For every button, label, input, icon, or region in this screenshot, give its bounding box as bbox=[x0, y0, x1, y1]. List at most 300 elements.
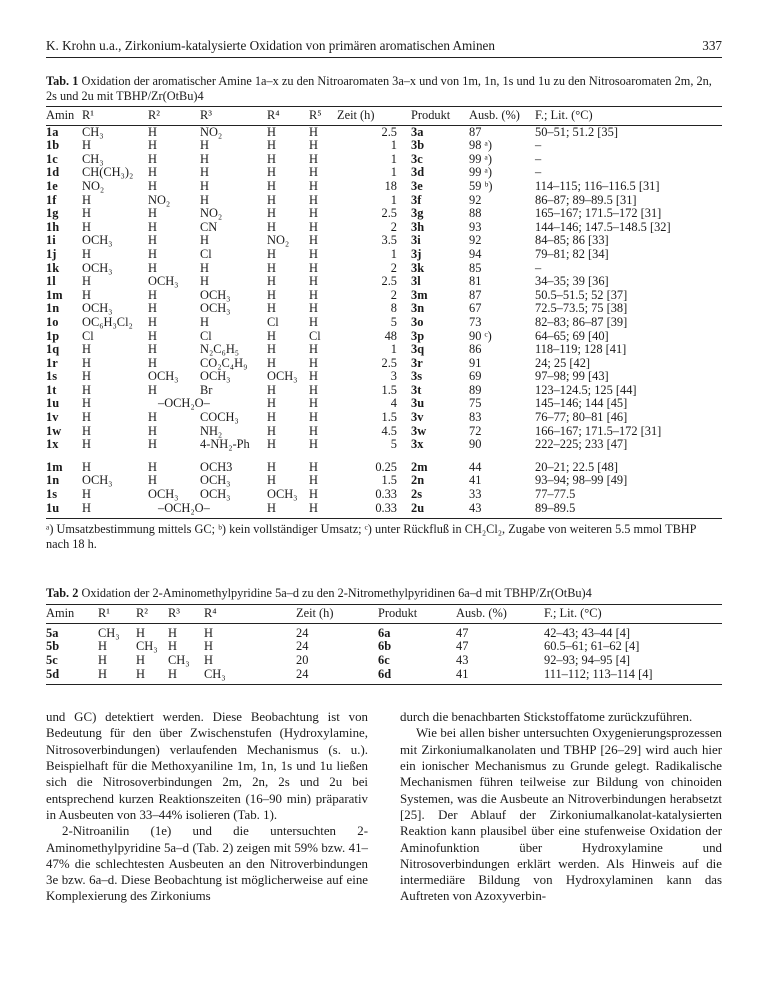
table-cell: H bbox=[200, 260, 209, 275]
table-cell: 1t bbox=[46, 382, 57, 397]
table-cell: H bbox=[82, 274, 91, 289]
table-cell: H bbox=[168, 625, 177, 640]
table-cell: H bbox=[204, 639, 213, 654]
table-row bbox=[46, 384, 722, 398]
table-cell: 93 bbox=[469, 219, 482, 234]
table-cell: 3 bbox=[390, 369, 397, 384]
table-cell: 3b bbox=[411, 138, 425, 153]
table-cell: 92–93; 94–95 [4] bbox=[544, 653, 631, 667]
table-cell: H bbox=[309, 396, 318, 411]
table-cell: 0.33 bbox=[337, 502, 411, 519]
table-row bbox=[46, 343, 722, 357]
table-row bbox=[46, 194, 722, 208]
table-cell: 0.25 bbox=[375, 459, 397, 474]
table-cell: 59 ᵇ) bbox=[469, 178, 493, 193]
table-cell: 1x bbox=[46, 437, 59, 452]
table-cell: 97–98; 99 [43] bbox=[535, 369, 609, 384]
table-cell: 99 ᵃ) bbox=[469, 165, 493, 180]
table-cell: H bbox=[267, 206, 276, 221]
table-cell: OCH₃ bbox=[200, 301, 231, 316]
column-header: R¹ bbox=[82, 107, 148, 126]
left-column bbox=[46, 709, 368, 905]
table-cell: Cl bbox=[200, 246, 212, 261]
table-cell: H bbox=[309, 473, 318, 488]
table-cell: 83 bbox=[469, 410, 482, 425]
table-cell: 3e bbox=[411, 178, 423, 193]
table-cell: 1 bbox=[390, 246, 397, 261]
table-row bbox=[46, 234, 722, 248]
table-cell: 41 bbox=[469, 473, 482, 488]
table-cell: 1h bbox=[46, 219, 60, 234]
table-cell: OCH₃ bbox=[200, 369, 231, 384]
table-cell: 1q bbox=[46, 342, 60, 357]
table-cell: 92 bbox=[469, 233, 482, 248]
table-row bbox=[46, 248, 722, 262]
table-cell: 84–85; 86 [33] bbox=[535, 233, 609, 248]
table-row bbox=[46, 438, 722, 456]
table-cell: 67 bbox=[469, 301, 482, 316]
table-cell: 2u bbox=[411, 502, 469, 519]
table-cell: H bbox=[82, 410, 91, 425]
table-cell: H bbox=[309, 314, 318, 329]
table-cell: – bbox=[535, 260, 542, 275]
table-cell: 123–124.5; 125 [44] bbox=[535, 382, 637, 397]
table-cell: –OCH₂O– bbox=[148, 502, 267, 519]
table-cell: 1n bbox=[46, 473, 60, 488]
table-cell: 98 ᵃ) bbox=[469, 138, 493, 153]
table-cell: Cl bbox=[82, 328, 94, 343]
table-cell: H bbox=[309, 459, 318, 474]
table2-header bbox=[46, 605, 722, 624]
table1-body-nitroso bbox=[46, 456, 722, 519]
table-cell: H bbox=[148, 206, 157, 221]
table-cell: H bbox=[309, 165, 318, 180]
table-cell: NO₂ bbox=[267, 233, 290, 248]
table-cell: OCH3 bbox=[200, 459, 233, 474]
left-paragraph-2: 2-Nitroanilin (1e) und die untersuchten 2-Aminomethylpyridine 5a–d (Tab. 2) zeigen mit 59% bzw. 41–47% die schlechtesten Ausbeuten an den Nitroverbindungen 3e bzw. 6a–d. Diese Beobachtung ist möglicherweise auf eine Komplexierung des Zirkoniums bbox=[46, 824, 368, 904]
table-cell: 20–21; 22.5 [48] bbox=[535, 459, 618, 474]
table-cell: 3c bbox=[411, 151, 423, 166]
table-cell: 33 bbox=[469, 487, 482, 502]
table-cell: 77–77.5 bbox=[535, 487, 576, 502]
table-cell: 24; 25 [42] bbox=[535, 355, 591, 370]
table-cell: H bbox=[82, 246, 91, 261]
table-cell: H bbox=[309, 151, 318, 166]
table-cell: 3q bbox=[411, 342, 425, 357]
running-title: K. Krohn u.a., Zirkonium-katalysierte Oxidation von primären aromatischen Aminen bbox=[46, 38, 495, 53]
table-row bbox=[46, 357, 722, 371]
table-cell: H bbox=[309, 233, 318, 248]
table-cell: 89 bbox=[469, 382, 482, 397]
table-cell: 87 bbox=[469, 287, 482, 302]
table-cell: OCH₃ bbox=[82, 301, 113, 316]
table-cell: H bbox=[309, 192, 318, 207]
table-cell: OCH₃ bbox=[82, 260, 113, 275]
table-cell: 94 bbox=[469, 246, 482, 261]
table-row bbox=[46, 640, 722, 654]
table1-label: Tab. 1 bbox=[46, 74, 79, 88]
table-cell: H bbox=[309, 178, 318, 193]
table-cell: 99 ᵃ) bbox=[469, 151, 493, 166]
table-cell: 3t bbox=[411, 382, 422, 397]
table-cell: 3l bbox=[411, 274, 421, 289]
page bbox=[46, 38, 722, 905]
table-cell: H bbox=[267, 396, 276, 411]
table-cell: 20 bbox=[296, 653, 309, 667]
column-header: R⁴ bbox=[267, 107, 309, 126]
table-cell: Cl bbox=[309, 328, 321, 343]
table-cell: 86–87; 89–89.5 [31] bbox=[535, 192, 637, 207]
table-cell: 76–77; 80–81 [46] bbox=[535, 410, 628, 425]
column-header: Ausb. (%) bbox=[456, 605, 544, 624]
table-cell: 2.5 bbox=[381, 206, 397, 221]
table-row bbox=[46, 370, 722, 384]
table-cell: 5 bbox=[390, 314, 397, 329]
table-cell: H bbox=[309, 246, 318, 261]
table-cell: H bbox=[148, 410, 157, 425]
table-cell: CO₂C₄H₉ bbox=[200, 355, 248, 370]
table-cell: CH₃ bbox=[82, 151, 104, 166]
table-cell: CH(CH₃)₂ bbox=[82, 165, 134, 180]
table-row bbox=[46, 502, 722, 519]
table-cell: 88 bbox=[469, 206, 482, 221]
table-row bbox=[46, 139, 722, 153]
table-cell: H bbox=[148, 437, 157, 452]
table-cell: CH₃ bbox=[82, 124, 104, 139]
column-header: R² bbox=[136, 605, 168, 624]
table-cell: 2.5 bbox=[381, 355, 397, 370]
column-header: Amin bbox=[46, 605, 98, 624]
table-cell: 1o bbox=[46, 314, 59, 329]
table-cell: 18 bbox=[384, 178, 397, 193]
table-cell: 1 bbox=[390, 165, 397, 180]
table-cell: H bbox=[309, 342, 318, 357]
table2-label: Tab. 2 bbox=[46, 586, 79, 601]
table-cell: 1 bbox=[390, 138, 397, 153]
table-cell: 1p bbox=[46, 328, 60, 343]
table-cell: 3v bbox=[411, 410, 424, 425]
table-cell: OCH₃ bbox=[82, 233, 113, 248]
table-cell: NO₂ bbox=[82, 178, 105, 193]
table1-body-nitro bbox=[46, 125, 722, 456]
table-row bbox=[46, 302, 722, 316]
table-cell: 3h bbox=[411, 219, 425, 234]
table-cell: 4.5 bbox=[381, 423, 397, 438]
table-cell: H bbox=[267, 165, 276, 180]
table-cell: H bbox=[267, 274, 276, 289]
table-cell: 81 bbox=[469, 274, 482, 289]
table-cell: 43 bbox=[469, 502, 535, 519]
table-cell: H bbox=[148, 314, 157, 329]
table-cell: 90 ᶜ) bbox=[469, 328, 492, 343]
table-cell: H bbox=[82, 502, 148, 519]
table-cell: 8 bbox=[390, 301, 397, 316]
table2-caption bbox=[46, 586, 722, 601]
table1 bbox=[46, 106, 722, 519]
table-cell: 2 bbox=[390, 287, 397, 302]
table-cell: H bbox=[148, 233, 157, 248]
table-cell: N₂C₆H₅ bbox=[200, 342, 240, 357]
table-cell: 1g bbox=[46, 206, 59, 221]
running-header bbox=[46, 38, 722, 58]
table-cell: CH₃ bbox=[136, 639, 158, 654]
table-cell: OCH₃ bbox=[82, 473, 113, 488]
table-cell: 5a bbox=[46, 625, 59, 640]
table-cell: H bbox=[82, 138, 91, 153]
table-cell: NO₂ bbox=[200, 206, 223, 221]
table-cell: 79–81; 82 [34] bbox=[535, 246, 609, 261]
table-row bbox=[46, 207, 722, 221]
table-cell: 3g bbox=[411, 206, 424, 221]
table-cell: 48 bbox=[384, 328, 397, 343]
column-header: F.; Lit. (°C) bbox=[544, 605, 722, 624]
column-header: Amin bbox=[46, 107, 82, 126]
table-cell: 144–146; 147.5–148.5 [32] bbox=[535, 219, 671, 234]
table-cell: 165–167; 171.5–172 [31] bbox=[535, 206, 662, 221]
table1-caption-text: Oxidation der aromatischer Amine 1a–x zu den Nitroaromaten 3a–x und von 1m, 1n, 1s und 1u zu den Nitrosoaromaten 2m, 2n, 2s und 2u mit TBHP/Zr(OtBu)4 bbox=[46, 74, 712, 103]
table-row bbox=[46, 397, 722, 411]
table-row bbox=[46, 180, 722, 194]
table-cell: H bbox=[148, 287, 157, 302]
table-cell: H bbox=[309, 138, 318, 153]
table-cell: 24 bbox=[296, 639, 309, 654]
table-cell: OCH₃ bbox=[148, 487, 179, 502]
table-row bbox=[46, 456, 722, 475]
table-cell: 91 bbox=[469, 355, 482, 370]
table-cell: 2.5 bbox=[381, 124, 397, 139]
table-cell: H bbox=[267, 502, 309, 519]
table-cell: 1m bbox=[46, 459, 63, 474]
table-cell: H bbox=[267, 246, 276, 261]
column-header: R⁴ bbox=[204, 605, 296, 624]
table-row bbox=[46, 411, 722, 425]
table-cell: H bbox=[309, 382, 318, 397]
table-cell: 5b bbox=[46, 639, 60, 654]
table-cell: 89–89.5 bbox=[535, 502, 722, 519]
table-cell: 1u bbox=[46, 502, 82, 519]
table-cell: 47 bbox=[456, 625, 469, 640]
table-cell: H bbox=[267, 459, 276, 474]
table-cell: 3r bbox=[411, 355, 423, 370]
table-cell: H bbox=[204, 653, 213, 667]
table-cell: H bbox=[267, 382, 276, 397]
table-cell: 93–94; 98–99 [49] bbox=[535, 473, 628, 488]
table-cell: 42–43; 43–44 [4] bbox=[544, 625, 631, 640]
table-cell: 72.5–73.5; 75 [38] bbox=[535, 301, 628, 316]
table-cell: 1s bbox=[46, 487, 58, 502]
table-cell: H bbox=[148, 246, 157, 261]
table-cell: 3o bbox=[411, 314, 424, 329]
table-cell: 1s bbox=[46, 369, 58, 384]
table-cell: 1.5 bbox=[381, 473, 397, 488]
body-text bbox=[46, 709, 722, 905]
table-cell: 1 bbox=[390, 192, 397, 207]
table-cell: 1w bbox=[46, 423, 62, 438]
table-cell: 1 bbox=[390, 342, 397, 357]
table-cell: H bbox=[148, 301, 157, 316]
table1-header bbox=[46, 107, 722, 126]
table-cell: 1c bbox=[46, 151, 58, 166]
table-row bbox=[46, 668, 722, 685]
table-cell: 5c bbox=[46, 653, 58, 667]
table-cell: 3n bbox=[411, 301, 425, 316]
table-cell: 3w bbox=[411, 423, 427, 438]
table-cell: H bbox=[267, 342, 276, 357]
table-cell: H bbox=[309, 369, 318, 384]
table-cell: 1.5 bbox=[381, 382, 397, 397]
table-cell: 1.5 bbox=[381, 410, 397, 425]
table-cell: H bbox=[267, 473, 276, 488]
column-header: R² bbox=[148, 107, 200, 126]
table-cell: H bbox=[82, 487, 91, 502]
table-cell: H bbox=[148, 260, 157, 275]
table-cell: CH₃ bbox=[168, 653, 190, 667]
table-cell: 166–167; 171.5–172 [31] bbox=[535, 423, 662, 438]
table-cell: H bbox=[267, 301, 276, 316]
table2-body bbox=[46, 623, 722, 684]
table-cell: H bbox=[136, 653, 145, 667]
table-cell: NO₂ bbox=[148, 192, 171, 207]
table-cell: H bbox=[200, 165, 209, 180]
table2-caption-text: Oxidation der 2-Aminomethylpyridine 5a–d zu den 2-Nitromethylpyridinen 6a–d mit TBHP/Zr(OtBu)4 bbox=[81, 586, 592, 601]
table-cell: 92 bbox=[469, 192, 482, 207]
table-cell: 3a bbox=[411, 124, 424, 139]
table-cell: H bbox=[309, 287, 318, 302]
table-cell: 1m bbox=[46, 287, 63, 302]
table-cell: H bbox=[267, 355, 276, 370]
table-cell: OCH₃ bbox=[200, 287, 231, 302]
column-header: Ausb. (%) bbox=[469, 107, 535, 126]
table-cell: H bbox=[309, 124, 318, 139]
table-cell: 34–35; 39 [36] bbox=[535, 274, 609, 289]
table-cell: H bbox=[148, 355, 157, 370]
table-cell: 118–119; 128 [41] bbox=[535, 342, 627, 357]
table-cell: H bbox=[148, 382, 157, 397]
table-cell: H bbox=[200, 151, 209, 166]
table-cell: – bbox=[535, 151, 542, 166]
column-header: Produkt bbox=[411, 107, 469, 126]
table-cell: 41 bbox=[456, 666, 469, 681]
table-cell: 44 bbox=[469, 459, 482, 474]
table-row bbox=[46, 125, 722, 139]
table-cell: 3.5 bbox=[381, 233, 397, 248]
table-cell: OCH₃ bbox=[200, 473, 231, 488]
table-cell: H bbox=[136, 625, 145, 640]
table-cell: H bbox=[168, 666, 177, 681]
table-cell: H bbox=[309, 260, 318, 275]
table-cell: H bbox=[267, 192, 276, 207]
table-cell: H bbox=[82, 219, 91, 234]
table-cell: H bbox=[98, 639, 107, 654]
table-cell: –OCH₂O– bbox=[158, 396, 210, 411]
table-cell: H bbox=[267, 287, 276, 302]
table-cell: 47 bbox=[456, 639, 469, 654]
table-cell: H bbox=[148, 473, 157, 488]
table-cell: 3k bbox=[411, 260, 425, 275]
table2 bbox=[46, 604, 722, 685]
right-paragraph-1: durch die benachbarten Stickstoffatome zurückzuführen. bbox=[400, 710, 693, 725]
table-cell: H bbox=[148, 423, 157, 438]
table-cell: 145–146; 144 [45] bbox=[535, 396, 628, 411]
table-row bbox=[46, 488, 722, 502]
table-cell: 2 bbox=[390, 260, 397, 275]
table-row bbox=[46, 153, 722, 167]
table-cell: 1j bbox=[46, 246, 57, 261]
table-cell: H bbox=[309, 206, 318, 221]
table-cell: H bbox=[82, 287, 91, 302]
table-cell: NH₂ bbox=[200, 423, 223, 438]
table-cell: 4 bbox=[390, 396, 397, 411]
table-cell: 1k bbox=[46, 260, 60, 275]
left-paragraph-1: und GC) detektiert werden. Diese Beobachtung ist von Bedeutung für den über Zwischenstufen (Hydroxylamine, Nitrosoverbindungen) verlaufenden Mechanismus (s. u.). Beispielhaft für die Methoxyaniline 1m, 1n, 1s und 1u ließen sich die Nitrosoverbindungen 2m, 2n, 2s und 2u bei entsprechend kurzen Reaktionszeiten (16–90 min) präparativ in Ausbeuten von 33–44% isolieren (Tab. 1). bbox=[46, 710, 368, 822]
table-cell: Cl bbox=[200, 328, 212, 343]
table-cell: 1i bbox=[46, 233, 56, 248]
table-cell: CH₃ bbox=[204, 666, 226, 681]
table-cell: 3f bbox=[411, 192, 422, 207]
table-cell: H bbox=[148, 124, 157, 139]
column-header: F.; Lit. (°C) bbox=[535, 107, 722, 126]
table-cell: 50.5–51.5; 52 [37] bbox=[535, 287, 628, 302]
table-cell: H bbox=[148, 178, 157, 193]
table-cell: H bbox=[309, 355, 318, 370]
table-cell: H bbox=[82, 423, 91, 438]
table-cell: Br bbox=[200, 382, 213, 397]
table-cell: H bbox=[200, 274, 209, 289]
table-cell: H bbox=[200, 314, 209, 329]
table-row bbox=[46, 425, 722, 439]
table-cell: 24 bbox=[296, 666, 309, 681]
table-cell: – bbox=[535, 138, 542, 153]
table-cell: 73 bbox=[469, 314, 482, 329]
table-row bbox=[46, 221, 722, 235]
table-cell: H bbox=[168, 639, 177, 654]
table-cell: CH₃ bbox=[98, 625, 120, 640]
table-cell: 5 bbox=[390, 437, 397, 452]
table-cell: 222–225; 233 [47] bbox=[535, 437, 628, 452]
table-cell: H bbox=[82, 437, 91, 452]
table-row bbox=[46, 262, 722, 276]
table-cell: H bbox=[148, 459, 157, 474]
table-cell: 3u bbox=[411, 396, 425, 411]
table-row bbox=[46, 316, 722, 330]
table-cell: H bbox=[148, 151, 157, 166]
table-cell: H bbox=[267, 151, 276, 166]
table-cell: H bbox=[204, 625, 213, 640]
table-cell: 3s bbox=[411, 369, 423, 384]
table-cell: 3m bbox=[411, 287, 428, 302]
table-row bbox=[46, 623, 722, 640]
table-cell: 5d bbox=[46, 666, 60, 681]
column-header: R³ bbox=[200, 107, 267, 126]
table-row bbox=[46, 654, 722, 668]
table-cell: H bbox=[98, 666, 107, 681]
table-cell: H bbox=[136, 666, 145, 681]
table-cell: 64–65; 69 [40] bbox=[535, 328, 609, 343]
table-row bbox=[46, 289, 722, 303]
table-cell: H bbox=[267, 437, 276, 452]
table-cell: 3d bbox=[411, 165, 425, 180]
table-cell: H bbox=[82, 192, 91, 207]
table-cell: H bbox=[82, 342, 91, 357]
table-cell: H bbox=[82, 396, 91, 411]
table-cell: 1b bbox=[46, 138, 60, 153]
table-cell: 82–83; 86–87 [39] bbox=[535, 314, 628, 329]
table-cell: H bbox=[200, 138, 209, 153]
table-cell: 2n bbox=[411, 473, 425, 488]
column-header: Zeit (h) bbox=[337, 107, 411, 126]
table-cell: 1f bbox=[46, 192, 57, 207]
table-cell: 2.5 bbox=[381, 274, 397, 289]
